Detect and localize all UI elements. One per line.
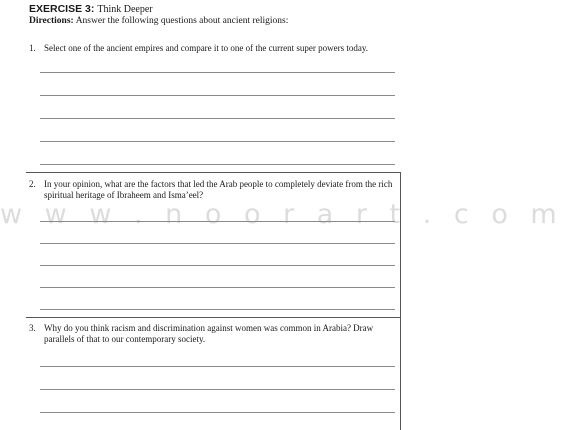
question-1 — [29, 43, 399, 54]
question-1-text: Select one of the ancient empires and compare it to one of the current super powers today. — [44, 43, 369, 53]
watermark-text: w w w . n o o r a r t . c o m — [0, 199, 564, 230]
directions-label: Directions: — [29, 16, 74, 26]
exercise-subtitle: Think Deeper — [97, 4, 153, 15]
answer-line-3-3[interactable] — [40, 412, 395, 413]
section-divider-2 — [26, 317, 400, 318]
question-2-text: In your opinion, what are the factors that led the Arab people to completely deviate from the rich spiritual heritage of Ibraheem and Isma’eel? — [44, 179, 393, 200]
directions-row — [29, 15, 288, 27]
exercise-title: EXERCISE 3: — [29, 3, 95, 15]
question-3-text: Why do you think racism and discrimination against women was common in Arabia? Draw parallels of that to our contemporary society. — [44, 323, 374, 344]
answer-line-1-4[interactable] — [40, 141, 395, 142]
question-2 — [29, 179, 399, 200]
section-divider-1 — [26, 172, 400, 173]
answer-line-2-1[interactable] — [40, 221, 395, 222]
exercise-header — [29, 4, 288, 27]
answer-line-2-3[interactable] — [40, 265, 395, 266]
answer-line-2-2[interactable] — [40, 243, 395, 244]
answer-line-2-5[interactable] — [40, 309, 395, 310]
question-2-number: 2. — [29, 179, 36, 189]
question-1-number: 1. — [29, 43, 36, 53]
answer-line-1-2[interactable] — [40, 95, 395, 96]
exercise-title-row — [29, 4, 288, 15]
answer-box-right-border — [400, 172, 401, 430]
directions-text: Answer the following questions about ancient religions: — [75, 16, 289, 26]
answer-line-1-1[interactable] — [40, 72, 395, 73]
answer-line-1-5[interactable] — [40, 164, 395, 165]
answer-line-2-4[interactable] — [40, 287, 395, 288]
answer-line-3-2[interactable] — [40, 389, 395, 390]
question-3 — [29, 323, 399, 344]
answer-line-1-3[interactable] — [40, 118, 395, 119]
question-3-number: 3. — [29, 323, 36, 333]
answer-line-3-1[interactable] — [40, 366, 395, 367]
